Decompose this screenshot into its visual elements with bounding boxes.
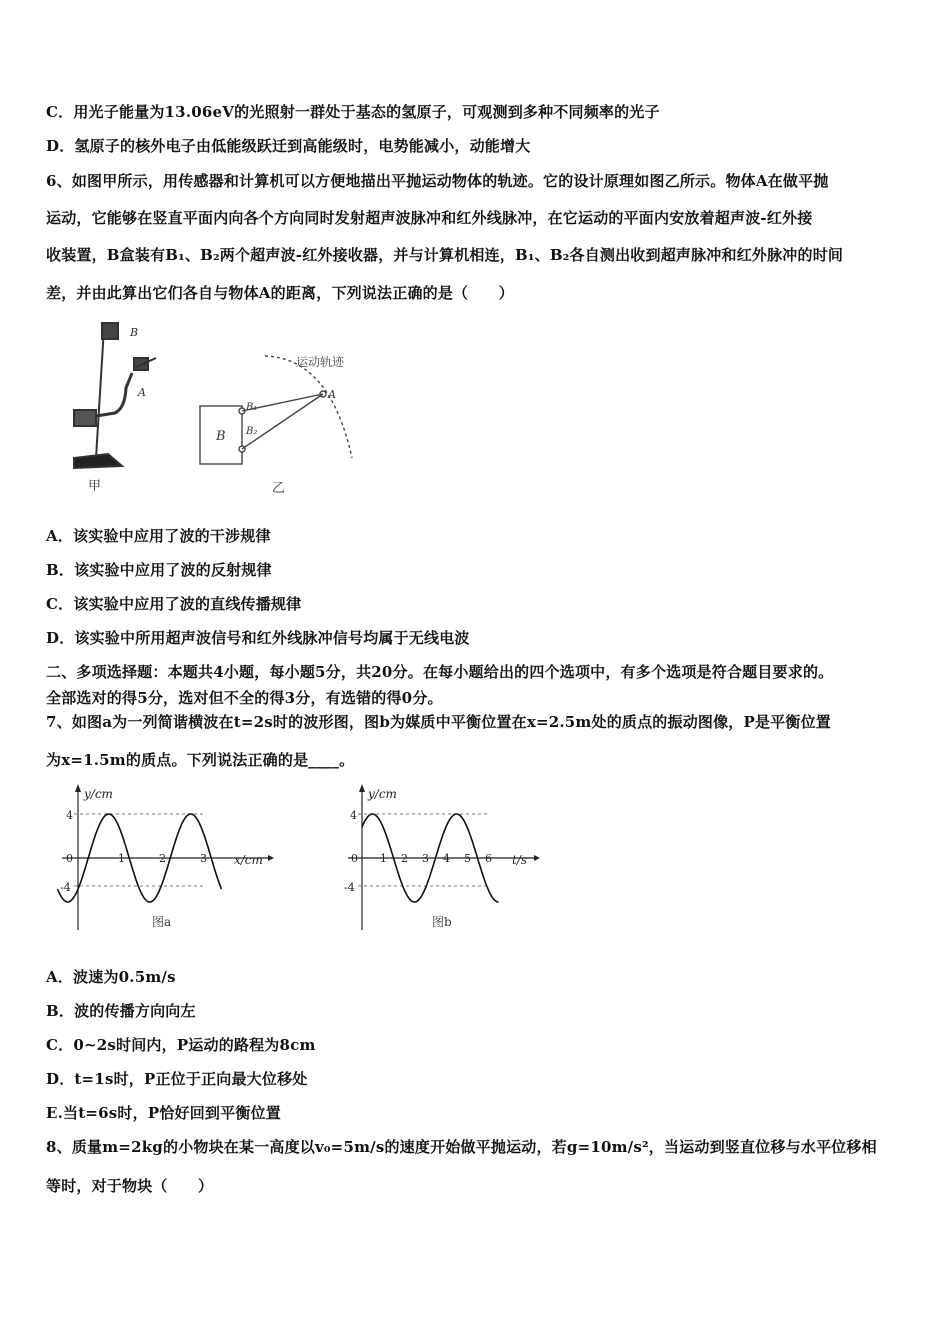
q7-option-b: B．波的传播方向向左 [46, 1002, 196, 1020]
q6-option-b: B．该实验中应用了波的反射规律 [46, 561, 272, 579]
q6-stem-line2: 运动，它能够在竖直平面内向各个方向同时发射超声波脉冲和红外线脉冲，在它运动的平面内安放着超声波-红外接 [46, 209, 813, 227]
label-a-yi: A [328, 388, 336, 401]
q7-option-c: C．0~2s时间内，P运动的路程为8cm [46, 1036, 316, 1054]
section2-instructions-line2: 全部选对的得5分，选对但不全的得3分，有选错的得0分。 [46, 689, 443, 707]
y-tick-4: 4 [66, 809, 73, 822]
q5-option-c: C．用光子能量为13.06eV的光照射一群处于基态的氢原子，可观测到多种不同频率的光子 [46, 103, 660, 121]
x-tick-1: 1 [118, 852, 125, 865]
label-track: 运动轨迹 [296, 355, 345, 369]
section2-instructions-line1: 二、多项选择题：本题共4小题，每小题5分，共20分。在每小题给出的四个选项中，有多个选项是符合题目要求的。 [46, 663, 834, 681]
label-yi: 乙 [272, 481, 286, 496]
label-b2: B₂ [246, 426, 258, 437]
t-tick-3: 3 [422, 852, 429, 865]
t-tick-0: 0 [351, 852, 358, 865]
x-tick-0: 0 [66, 852, 73, 865]
q7-option-e: E.当t=6s时，P恰好回到平衡位置 [46, 1104, 281, 1122]
chart-a [54, 780, 284, 935]
t-tick-1: 1 [380, 852, 387, 865]
q8-stem-line2: 等时，对于物块（ ） [46, 1177, 214, 1195]
y-tick-neg4: -4 [344, 881, 355, 894]
q6-stem-line4: 差，并由此算出它们各自与物体A的距离，下列说法正确的是（ ） [46, 284, 514, 302]
chart-b-title: 图b [432, 915, 452, 929]
x-axis-arrow [268, 855, 274, 861]
label-b-yi: B [216, 429, 226, 444]
y-axis-arrow [359, 784, 365, 792]
q7-stem-line2: 为x=1.5m的质点。下列说法正确的是____。 [46, 751, 355, 769]
chart-b [340, 780, 550, 935]
t-tick-2: 2 [401, 852, 408, 865]
q6-option-c: C．该实验中应用了波的直线传播规律 [46, 595, 302, 613]
t-tick-5: 5 [464, 852, 471, 865]
y-tick-neg4: -4 [60, 881, 71, 894]
t-axis-arrow [534, 855, 540, 861]
t-tick-4: 4 [443, 852, 450, 865]
q6-figure [60, 318, 380, 500]
y-axis-label: y/cm [368, 787, 397, 801]
q6-option-d: D．该实验中所用超声波信号和红外线脉冲信号均属于无线电波 [46, 629, 470, 647]
y-axis-arrow [75, 784, 81, 792]
y-axis-label: y/cm [84, 787, 113, 801]
label-jia: 甲 [88, 479, 102, 494]
q7-option-a: A．波速为0.5m/s [46, 968, 176, 986]
x-axis-label: x/cm [234, 853, 263, 867]
diagram-yi [200, 356, 352, 464]
x-tick-2: 2 [159, 852, 166, 865]
q7-stem-line1: 7、如图a为一列简谐横波在t=2s时的波形图，图b为媒质中平衡位置在x=2.5m处的质点的振动图像，P是平衡位置 [46, 713, 831, 731]
q5-option-d: D．氢原子的核外电子由低能级跃迁到高能级时，电势能减小，动能增大 [46, 137, 531, 155]
q7-option-d: D．t=1s时，P正位于正向最大位移处 [46, 1070, 308, 1088]
q6-stem-line3: 收装置，B盒装有B₁、B₂两个超声波-红外接收器，并与计算机相连，B₁、B₂各自测出收到超声脉冲和红外脉冲的时间 [46, 246, 844, 264]
label-a-jia: A [138, 386, 146, 399]
q8-stem-line1: 8、质量m=2kg的小物块在某一高度以v₀=5m/s的速度开始做平抛运动，若g=10m/s²，当运动到竖直位移与水平位移相 [46, 1138, 877, 1156]
t-tick-6: 6 [485, 852, 492, 865]
x-tick-3: 3 [200, 852, 207, 865]
chart-a-title: 图a [152, 915, 172, 929]
q6-option-a: A．该实验中应用了波的干涉规律 [46, 527, 271, 545]
q6-stem-line1: 6、如图甲所示，用传感器和计算机可以方便地描出平抛运动物体的轨迹。它的设计原理如图乙所示。物体A在做平抛 [46, 172, 829, 190]
t-axis-label: t/s [512, 853, 528, 867]
label-b1: B₁ [246, 402, 258, 413]
y-tick-4: 4 [350, 809, 357, 822]
label-b-jia: B [130, 326, 139, 339]
